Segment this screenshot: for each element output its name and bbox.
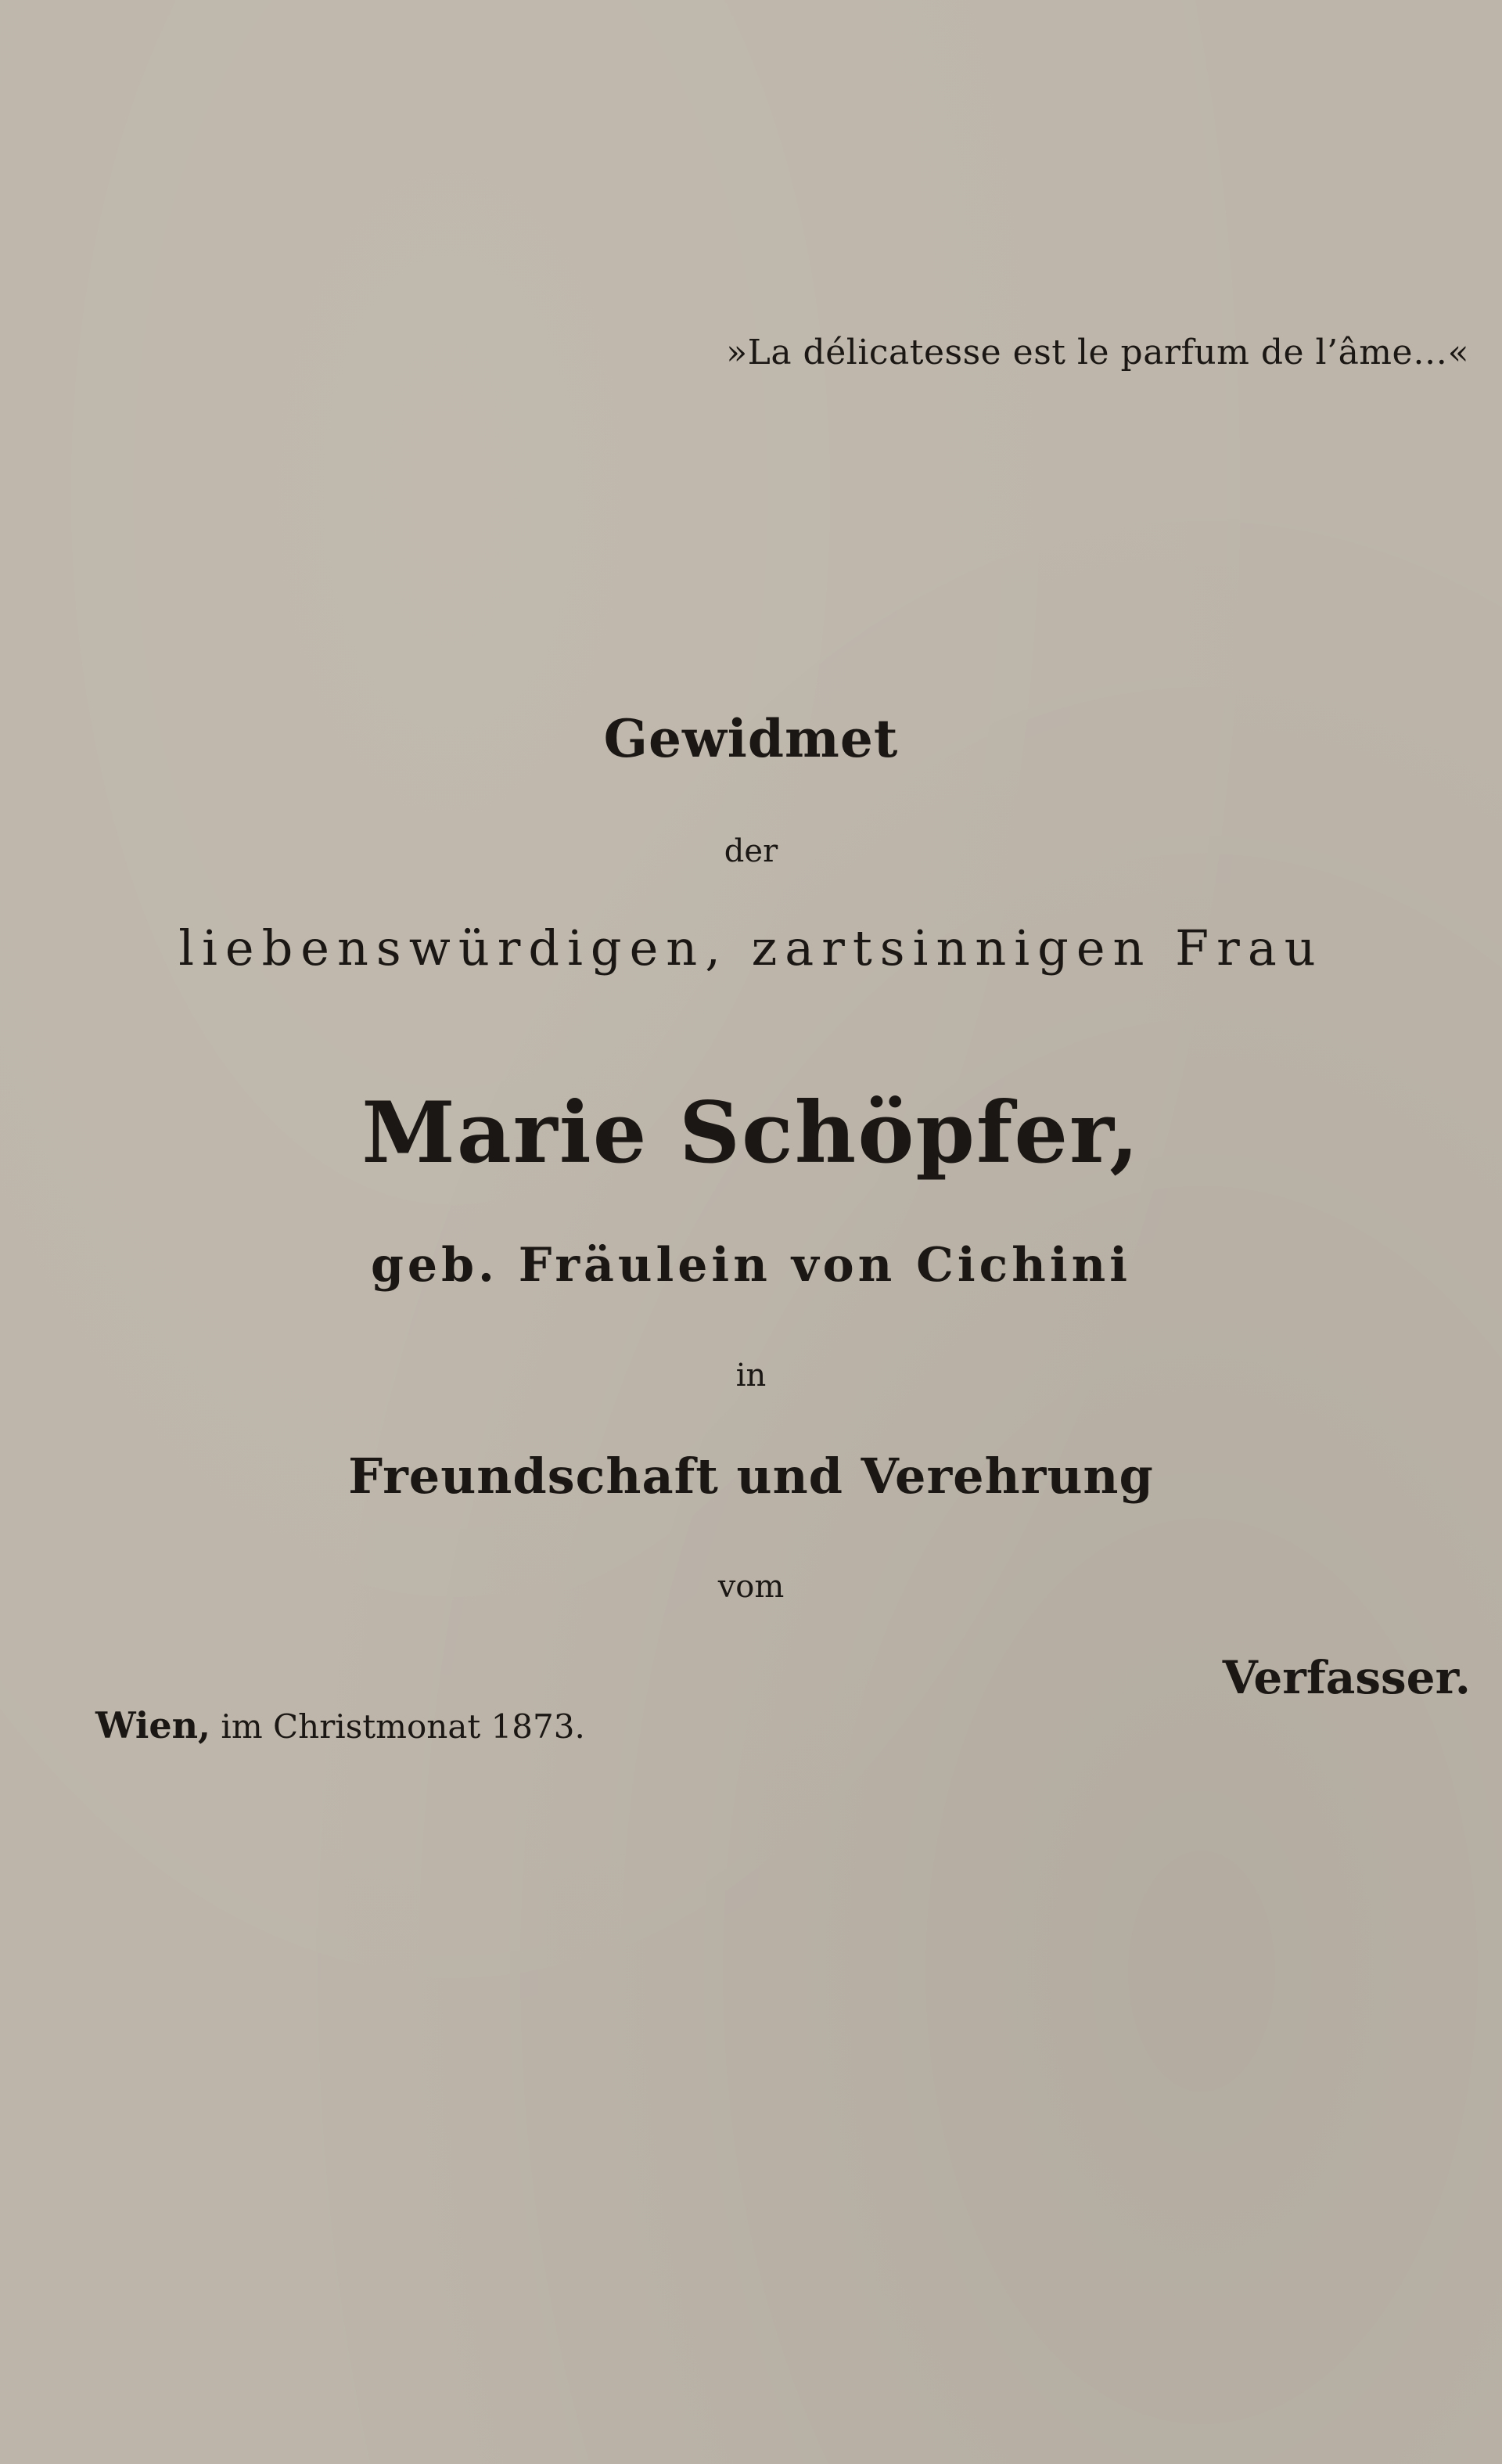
place-and-date (95, 1704, 585, 1746)
dedication-preposition: in (735, 1358, 767, 1394)
place-city: Wien, (95, 1704, 211, 1746)
dedication-article: der (724, 833, 778, 869)
dedicatee-name: Marie Schöpfer, (361, 1084, 1141, 1182)
dedication-from: vom (717, 1569, 785, 1605)
place-date: im Christmonat 1873. (221, 1707, 585, 1746)
dedication-sentiment: Freundschaft und Verehrung (348, 1448, 1154, 1505)
dedication-author: Verfasser. (1222, 1651, 1471, 1704)
dedicatee-maiden-name: geb. Fräulein von Cichini (370, 1238, 1132, 1293)
epigraph: »La délicatesse est le parfum de l’âme…« (726, 333, 1469, 372)
dedication-adjectives: liebenswürdigen, zartsinnigen Frau (178, 919, 1324, 977)
dedication-heading: Gewidmet (603, 708, 899, 769)
